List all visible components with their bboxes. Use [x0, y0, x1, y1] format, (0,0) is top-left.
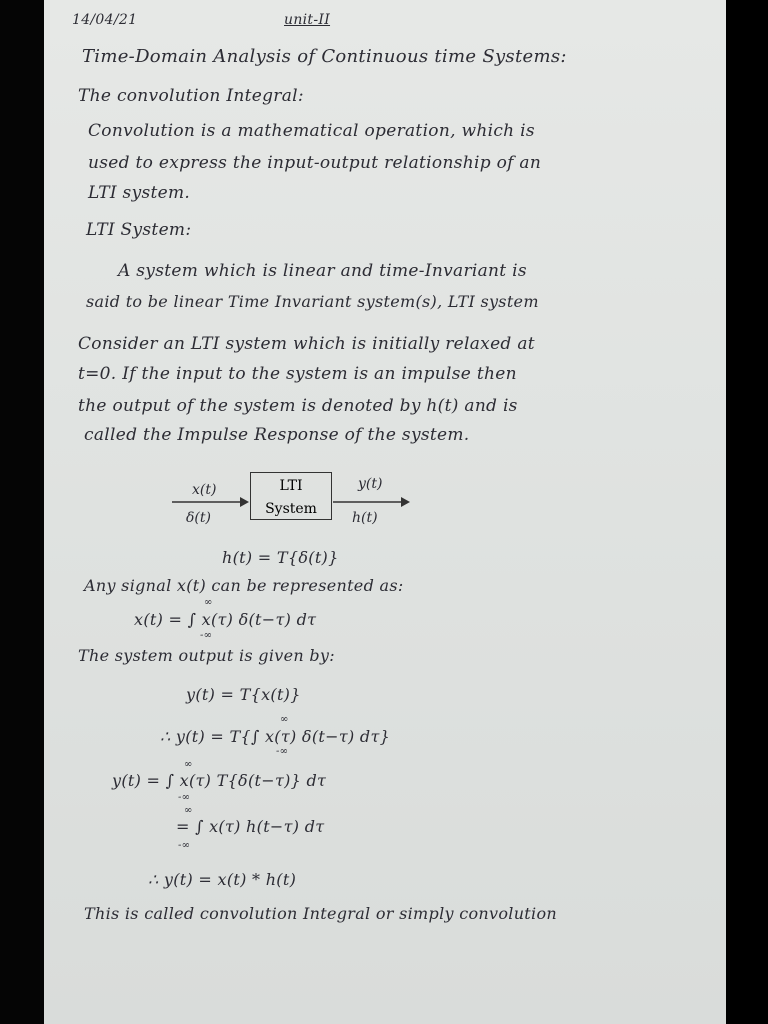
lti-heading: LTI System:: [86, 220, 192, 240]
integral-upper-limit: ∞: [280, 714, 289, 725]
equation: h(t) = T{δ(t)}: [222, 548, 339, 567]
equation: y(t) = ∫ x(τ) T{δ(t−τ)} dτ: [112, 771, 327, 790]
integral-lower-limit: -∞: [178, 840, 191, 851]
date: 14/04/21: [72, 12, 138, 28]
paragraph-line: Consider an LTI system which is initially relaxed at: [78, 334, 535, 354]
equation: ∴ y(t) = T{∫ x(τ) δ(t−τ) dτ}: [160, 727, 391, 746]
equation: x(t) = ∫ x(τ) δ(t−τ) dτ: [134, 610, 317, 629]
input-label: x(t): [192, 482, 217, 498]
block-label: System: [265, 501, 317, 517]
integral-lower-limit: -∞: [178, 792, 191, 803]
integral-upper-limit: ∞: [204, 597, 213, 608]
equation: y(t) = T{x(t)}: [186, 685, 301, 704]
impulse-response-label: h(t): [352, 510, 378, 526]
paragraph-line: used to express the input-output relationship of an: [88, 153, 542, 173]
page-heading: Time-Domain Analysis of Continuous time Systems:: [82, 46, 567, 67]
paragraph-line: said to be linear Time Invariant system(s), LTI system: [86, 292, 539, 311]
output-label: y(t): [358, 476, 383, 492]
paragraph-line: A system which is linear and time-Invariant is: [118, 261, 527, 281]
integral-lower-limit: -∞: [276, 746, 289, 757]
paragraph-line: the output of the system is denoted by h(t) and is: [78, 396, 518, 416]
text-line: Any signal x(t) can be represented as:: [84, 576, 404, 595]
paragraph-line: LTI system.: [88, 183, 191, 203]
paragraph-line: Convolution is a mathematical operation, which is: [88, 121, 535, 141]
section-heading: The convolution Integral:: [78, 86, 304, 106]
equation: ∴ y(t) = x(t) * h(t): [148, 870, 297, 889]
text-line: The system output is given by:: [78, 646, 335, 665]
integral-upper-limit: ∞: [184, 805, 193, 816]
impulse-label: δ(t): [186, 510, 211, 526]
text-line: This is called convolution Integral or simply convolution: [84, 904, 557, 923]
unit-label: unit-II: [284, 12, 331, 28]
equation: = ∫ x(τ) h(t−τ) dτ: [176, 817, 325, 836]
paragraph-line: called the Impulse Response of the system.: [84, 425, 470, 445]
integral-lower-limit: -∞: [200, 630, 213, 641]
block-label: LTI: [279, 478, 303, 494]
paragraph-line: t=0. If the input to the system is an impulse then: [78, 364, 517, 384]
integral-upper-limit: ∞: [184, 759, 193, 770]
